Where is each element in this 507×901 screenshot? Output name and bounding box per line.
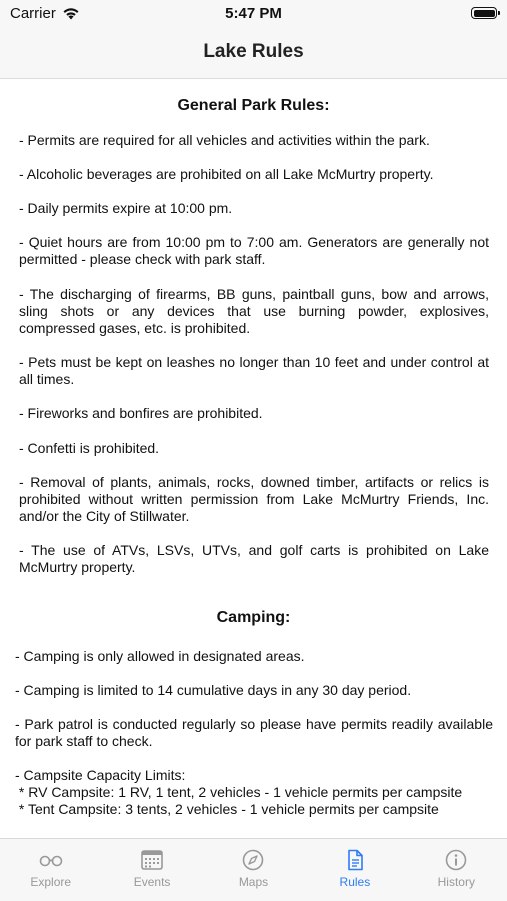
campsite-capacity-title: - Campsite Capacity Limits:	[15, 767, 186, 783]
general-rule-8: - Confetti is prohibited.	[19, 440, 160, 456]
tab-events[interactable]	[101, 839, 202, 901]
glasses-icon	[38, 849, 64, 871]
tab-history[interactable]	[406, 839, 507, 901]
page-title: Lake Rules	[203, 41, 304, 62]
tab-history-label: History	[437, 875, 475, 889]
capacity-tent: * Tent Campsite: 3 tents, 2 vehicles - 1 vehicle permits per campsite	[15, 801, 439, 817]
camping-rule-3: - Park patrol is conducted regularly so please have permits readily available for park staff to check.	[15, 716, 493, 749]
rules-content[interactable]	[0, 79, 507, 838]
navigation-bar	[0, 28, 507, 79]
tab-explore[interactable]	[0, 839, 101, 901]
general-rule-9: - Removal of plants, animals, rocks, downed timber, artifacts or relics is prohibited without written permission from Lake McMurtry Friends, Inc. and/or the City of Stillwater.	[19, 474, 489, 524]
info-icon	[443, 849, 469, 871]
general-rule-6: - Pets must be kept on leashes no longer than 10 feet and under control at all times.	[19, 354, 489, 387]
compass-icon	[240, 849, 266, 871]
camping-rule-1: - Camping is only allowed in designated areas.	[15, 648, 305, 664]
camping-rule-2: - Camping is limited to 14 cumulative days in any 30 day period.	[15, 682, 412, 698]
status-bar	[0, 0, 507, 28]
calendar-icon	[139, 849, 165, 871]
camping-title: Camping:	[216, 609, 291, 626]
general-rule-4: - Quiet hours are from 10:00 pm to 7:00 am. Generators are generally not permitted - please check with park staff.	[19, 234, 489, 267]
tab-maps[interactable]	[203, 839, 304, 901]
general-rules-title: General Park Rules:	[177, 97, 330, 114]
general-rule-10: - The use of ATVs, LSVs, UTVs, and golf carts is prohibited on Lake McMurtry property.	[19, 542, 489, 575]
general-rule-7: - Fireworks and bonfires are prohibited.	[19, 405, 263, 421]
tab-events-label: Events	[133, 875, 171, 889]
general-rule-3: - Daily permits expire at 10:00 pm.	[19, 200, 233, 216]
battery-icon	[471, 7, 497, 19]
tab-rules-label: Rules	[339, 875, 371, 889]
tab-rules[interactable]	[304, 839, 405, 901]
tab-bar	[0, 838, 507, 901]
tab-explore-label: Explore	[30, 875, 72, 889]
carrier-label: Carrier	[10, 5, 56, 22]
tab-maps-label: Maps	[238, 875, 269, 889]
general-rule-5: - The discharging of firearms, BB guns, paintball guns, bow and arrows, sling shots or any devices that use burning powder, explosives, compressed gases, etc. is prohibited.	[19, 286, 489, 336]
general-rule-1: - Permits are required for all vehicles and activities within the park.	[19, 132, 430, 148]
status-time: 5:47 PM	[225, 5, 282, 22]
general-rule-2: - Alcoholic beverages are prohibited on all Lake McMurtry property.	[19, 166, 434, 182]
document-icon	[342, 849, 368, 871]
capacity-rv: * RV Campsite: 1 RV, 1 tent, 2 vehicles - 1 vehicle permits per campsite	[15, 784, 463, 800]
